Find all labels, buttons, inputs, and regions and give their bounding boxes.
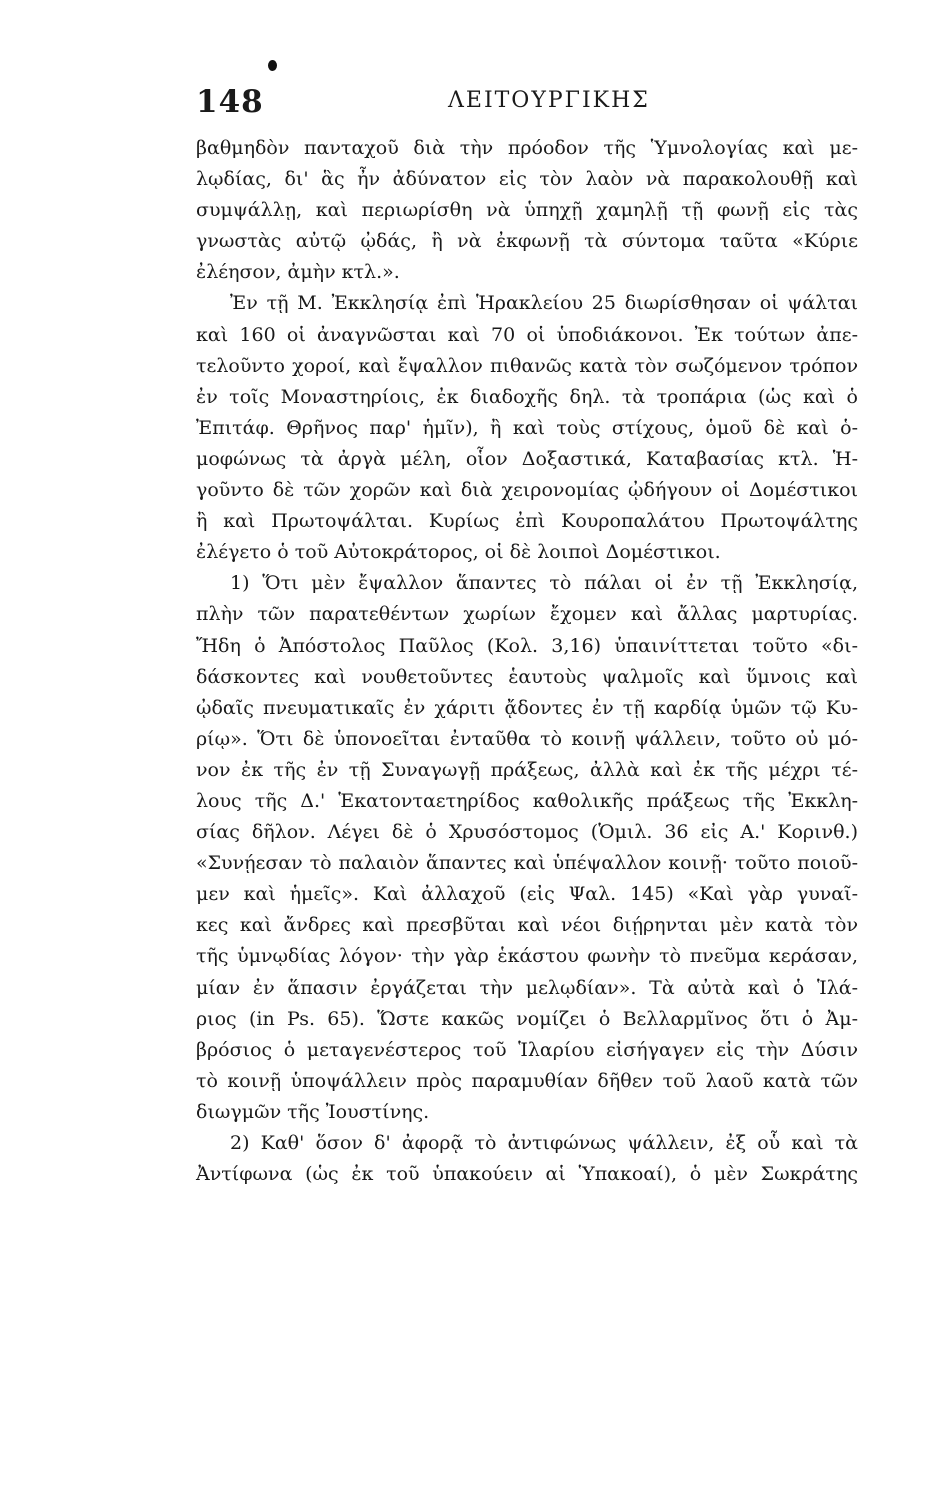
text-line: 1) Ὅτι μὲν ἔψαλλον ἅπαντες τὸ πάλαι οἱ ἐν τῇ Ἐκκλησίᾳ, — [230, 572, 858, 595]
text-line: τῆς ὑμνῳδίας λόγον· τὴν γὰρ ἑκάστου φωνὴν τὸ πνεῦμα κεράσαν, — [196, 945, 858, 968]
text-line: ἢ καὶ Πρωτοψάλται. Κυρίως ἐπὶ Κουροπαλάτου Πρωτοψάλτης — [196, 510, 858, 533]
text-line: γνωστὰς αὐτῷ ᾠδάς, ἢ νὰ ἐκφωνῇ τὰ σύντομα ταῦτα «Κύριε — [196, 230, 858, 253]
running-title: ΛΕΙΤΟΥΡΓΙΚΗΣ — [448, 88, 650, 113]
text-line: 2) Καθ' ὅσον δ' ἀφορᾷ τὸ ἀντιφώνως ψάλλειν, ἐξ οὗ καὶ τὰ — [230, 1132, 858, 1154]
text-line: τὸ κοινῇ ὑποψάλλειν πρὸς παραμυθίαν δῆθεν τοῦ λαοῦ κατὰ τῶν — [196, 1069, 858, 1092]
text-line: ἐλέησον, ἀμὴν κτλ.». — [196, 261, 400, 284]
text-line: νον ἐκ τῆς ἐν τῇ Συναγωγῇ πράξεως, ἀλλὰ καὶ ἐκ τῆς μέχρι τέ- — [196, 758, 858, 781]
text-line: καὶ 160 οἱ ἀναγνῶσται καὶ 70 οἱ ὑποδιάκονοι. Ἐκ τούτων ἀπε- — [196, 323, 858, 346]
text-line: ριος (in Ps. 65). Ὥστε κακῶς νομίζει ὁ Βελλαρμῖνος ὅτι ὁ Ἀμ- — [196, 1007, 858, 1030]
ink-spot — [268, 60, 277, 71]
text-line: σίας δῆλον. Λέγει δὲ ὁ Χρυσόστομος (Ὁμιλ. 36 εἰς Α.' Κορινθ.) — [196, 821, 858, 844]
text-line: μίαν ἐν ἅπασιν ἐργάζεται τὴν μελῳδίαν». Τὰ αὐτὰ καὶ ὁ Ἱλά- — [196, 976, 858, 999]
text-line: Ἐπιτάφ. Θρῆνος παρ' ἡμῖν), ἢ καὶ τοὺς στίχους, ὁμοῦ δὲ καὶ ὁ- — [196, 416, 858, 439]
page-number: 148 — [196, 84, 264, 120]
body-text — [196, 133, 858, 1190]
text-line: μοφώνως τὰ ἀργὰ μέλη, οἷον Δοξαστικά, Καταβασίας κτλ. Ἡ- — [196, 447, 858, 470]
text-line: Ἐν τῇ Μ. Ἐκκλησίᾳ ἐπὶ Ἡρακλείου 25 διωρίσθησαν οἱ ψάλται — [230, 292, 858, 315]
text-line: δάσκοντες καὶ νουθετοῦντες ἑαυτοὺς ψαλμοῖς καὶ ὕμνοις καὶ — [196, 665, 858, 688]
text-line: διωγμῶν τῆς Ἰουστίνης. — [196, 1100, 430, 1123]
text-line: λῳδίας, δι' ἃς ἦν ἀδύνατον εἰς τὸν λαὸν νὰ παρακολουθῇ καὶ — [196, 168, 858, 191]
text-line: Ἤδη ὁ Ἀπόστολος Παῦλος (Κολ. 3,16) ὑπαινίττεται τοῦτο «δι- — [196, 634, 858, 657]
text-line: βαθμηδὸν πανταχοῦ διὰ τὴν πρόοδον τῆς Ὑμνολογίας καὶ με- — [196, 137, 858, 159]
text-line: Ἀντίφωνα (ὡς ἐκ τοῦ ὑπακούειν αἱ Ὑπακοαί), ὁ μὲν Σωκράτης — [196, 1163, 858, 1186]
text-line: βρόσιος ὁ μεταγενέστερος τοῦ Ἱλαρίου εἰσήγαγεν εἰς τὴν Δύσιν — [196, 1038, 858, 1061]
text-line: ᾠδαῖς πνευματικαῖς ἐν χάριτι ᾄδοντες ἐν τῇ καρδίᾳ ὑμῶν τῷ Κυ- — [196, 696, 858, 719]
text-line: κες καὶ ἄνδρες καὶ πρεσβῦται καὶ νέοι διῄρηνται μὲν κατὰ τὸν — [196, 914, 858, 937]
text-line: τελοῦντο χοροί, καὶ ἔψαλλον πιθανῶς κατὰ τὸν σωζόμενον τρόπον — [196, 354, 858, 377]
text-line: ἐλέγετο ὁ τοῦ Αὐτοκράτορος, οἱ δὲ λοιποὶ Δομέστικοι. — [196, 541, 721, 564]
text-line: μεν καὶ ἡμεῖς». Καὶ ἀλλαχοῦ (εἰς Ψαλ. 145) «Καὶ γὰρ γυναῖ- — [196, 883, 858, 906]
page-header — [196, 84, 858, 124]
text-line: συμψάλλῃ, καὶ περιωρίσθη νὰ ὑπηχῇ χαμηλῇ τῇ φωνῇ εἰς τὰς — [196, 199, 858, 222]
text-line: γοῦντο δὲ τῶν χορῶν καὶ διὰ χειρονομίας ᾠδήγουν οἱ Δομέστικοι — [196, 479, 858, 502]
text-line: ρίῳ». Ὅτι δὲ ὑπονοεῖται ἐνταῦθα τὸ κοινῇ ψάλλειν, τοῦτο οὐ μό- — [196, 727, 858, 750]
text-line: πλὴν τῶν παρατεθέντων χωρίων ἔχομεν καὶ ἄλλας μαρτυρίας. — [196, 603, 858, 626]
text-line: ἐν τοῖς Μοναστηρίοις, ἐκ διαδοχῆς δηλ. τὰ τροπάρια (ὡς καὶ ὁ — [196, 385, 858, 408]
text-line: «Συνῄεσαν τὸ παλαιὸν ἅπαντες καὶ ὑπέψαλλον κοινῇ· τοῦτο ποιοῦ- — [196, 852, 858, 875]
text-line: λους τῆς Δ.' Ἑκατονταετηρίδος καθολικῆς πράξεως τῆς Ἐκκλη- — [196, 789, 858, 812]
